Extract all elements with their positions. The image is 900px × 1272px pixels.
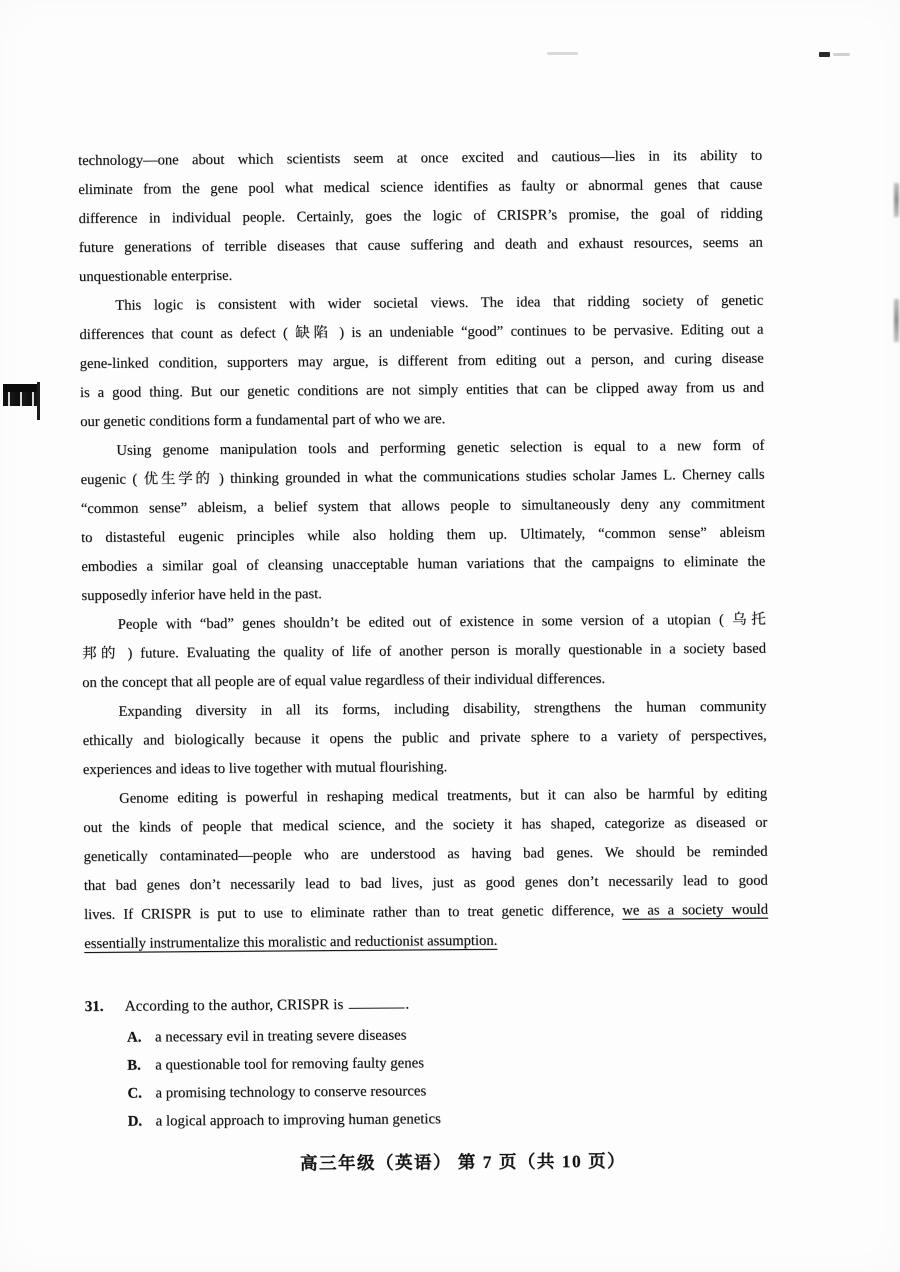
question-stem-period: . bbox=[405, 996, 410, 1013]
passage-text: our genetic conditions form a fundamental part of who we are. bbox=[80, 411, 446, 430]
question-31 bbox=[85, 988, 769, 1022]
passage bbox=[78, 142, 768, 959]
page-content bbox=[78, 142, 770, 1177]
passage-text: difference in individual people. Certainly, goes the logic of CRISPR’s promise, the goal of ridding bbox=[78, 205, 763, 227]
option-letter: A. bbox=[126, 1029, 142, 1046]
scan-artifact-right-edge-mark-1 bbox=[894, 183, 899, 217]
option-text: a promising technology to conserve resources bbox=[155, 1083, 427, 1102]
passage-text: is a good thing. But our genetic conditions are not simply entities that can be clipped away from us and bbox=[79, 379, 764, 401]
question-number: 31. bbox=[84, 998, 104, 1015]
passage-text: ethically and biologically because it opens the public and private sphere to a variety of perspectives, bbox=[82, 727, 767, 749]
scan-artifact-top-smudge bbox=[547, 52, 578, 55]
scan-artifact-left-stamp bbox=[3, 384, 37, 406]
scan-artifact-left-stamp-line bbox=[37, 382, 40, 420]
scan-artifact-right-edge-mark-2 bbox=[894, 299, 899, 342]
question-stem: According to the author, CRISPR is bbox=[124, 996, 344, 1015]
passage-line bbox=[79, 229, 763, 263]
passage-text: People with “bad” genes shouldn’t be edited out of existence in some version of a utopian ( 乌托 bbox=[117, 611, 766, 633]
scan-artifact-top-dash bbox=[819, 52, 830, 57]
passage-text: experiences and ideas to live together with mutual flourishing. bbox=[82, 759, 448, 778]
option-text: a logical approach to improving human genetics bbox=[155, 1111, 441, 1130]
option-letter: D. bbox=[127, 1113, 143, 1130]
option-text: a questionable tool for removing faulty genes bbox=[155, 1055, 425, 1074]
passage-text: that bad genes don’t necessarily lead to bad lives, just as good genes don’t necessarily lead to good bbox=[83, 872, 768, 894]
passage-text: supposedly inferior have held in the past. bbox=[81, 586, 322, 604]
passage-text: Using genome manipulation tools and performing genetic selection is equal to a new form of bbox=[116, 437, 765, 459]
passage-text: lives. If CRISPR is put to use to eliminate rather than to treat genetic difference, bbox=[83, 902, 623, 923]
passage-line bbox=[84, 896, 768, 930]
passage-text: genetically contaminated—people who are understood as having bad genes. We should be reminded bbox=[83, 843, 768, 865]
page-footer: 高三年级（英语） 第 7 页（共 10 页） bbox=[299, 1150, 627, 1174]
passage-text: This logic is consistent with wider societal views. The idea that ridding society of genetic bbox=[115, 292, 764, 314]
passage-text: embodies a similar goal of cleansing unacceptable human variations that the campaigns to eliminate the bbox=[81, 553, 766, 575]
passage-text: on the concept that all people are of equal value regardless of their individual differences. bbox=[82, 670, 606, 691]
passage-text: unquestionable enterprise. bbox=[78, 267, 233, 285]
passage-text: differences that count as defect ( 缺陷 ) is an undeniable “good” continues to be pervasive. Editing out a bbox=[79, 321, 764, 343]
passage-line bbox=[84, 925, 768, 959]
underlined-text: we as a society would bbox=[622, 901, 769, 919]
option-letter: B. bbox=[127, 1057, 141, 1074]
passage-line bbox=[81, 548, 765, 582]
passage-text: to distasteful eugenic principles while also holding them up. Ultimately, “common sense” ableism bbox=[81, 524, 766, 546]
option-letter: C. bbox=[127, 1085, 142, 1102]
passage-text: 邦的 ) future. Evaluating the quality of life of another person is morally questionable in a society based bbox=[81, 640, 767, 662]
passage-text: Expanding diversity in all its forms, including disability, strengthens the human community bbox=[118, 698, 767, 720]
passage-text: “common sense” ableism, a belief system that allows people to simultaneously deny any commitment bbox=[80, 495, 765, 517]
passage-text: out the kinds of people that medical science, and the society it has shaped, categorize as diseased or bbox=[83, 814, 768, 836]
passage-text: technology—one about which scientists seem at once excited and cautious—lies in its ability to bbox=[78, 147, 763, 169]
answer-blank bbox=[348, 994, 404, 1008]
scan-artifact-top-dash-faint bbox=[833, 53, 850, 56]
passage-text: eugenic ( 优生学的 ) thinking grounded in what the communications studies scholar James L. Cherney calls bbox=[80, 466, 765, 488]
underlined-text: essentially instrumentalize this moralistic and reductionist assumption. bbox=[84, 932, 498, 952]
passage-line bbox=[83, 722, 767, 756]
passage-text: future generations of terrible diseases that cause suffering and death and exhaust resources, seems an bbox=[78, 234, 763, 256]
passage-line bbox=[82, 635, 766, 669]
passage-line bbox=[80, 374, 764, 408]
option-text: a necessary evil in treating severe diseases bbox=[154, 1027, 407, 1046]
options bbox=[85, 1019, 770, 1136]
option-d bbox=[128, 1103, 770, 1136]
passage-text: gene-linked condition, supporters may argue, is different from editing out a person, and curing disease bbox=[79, 350, 764, 372]
passage-text: eliminate from the gene pool what medical science identifies as faulty or abnormal genes that cause bbox=[78, 176, 763, 198]
passage-text: Genome editing is powerful in reshaping medical treatments, but it can also be harmful by editing bbox=[119, 785, 768, 807]
